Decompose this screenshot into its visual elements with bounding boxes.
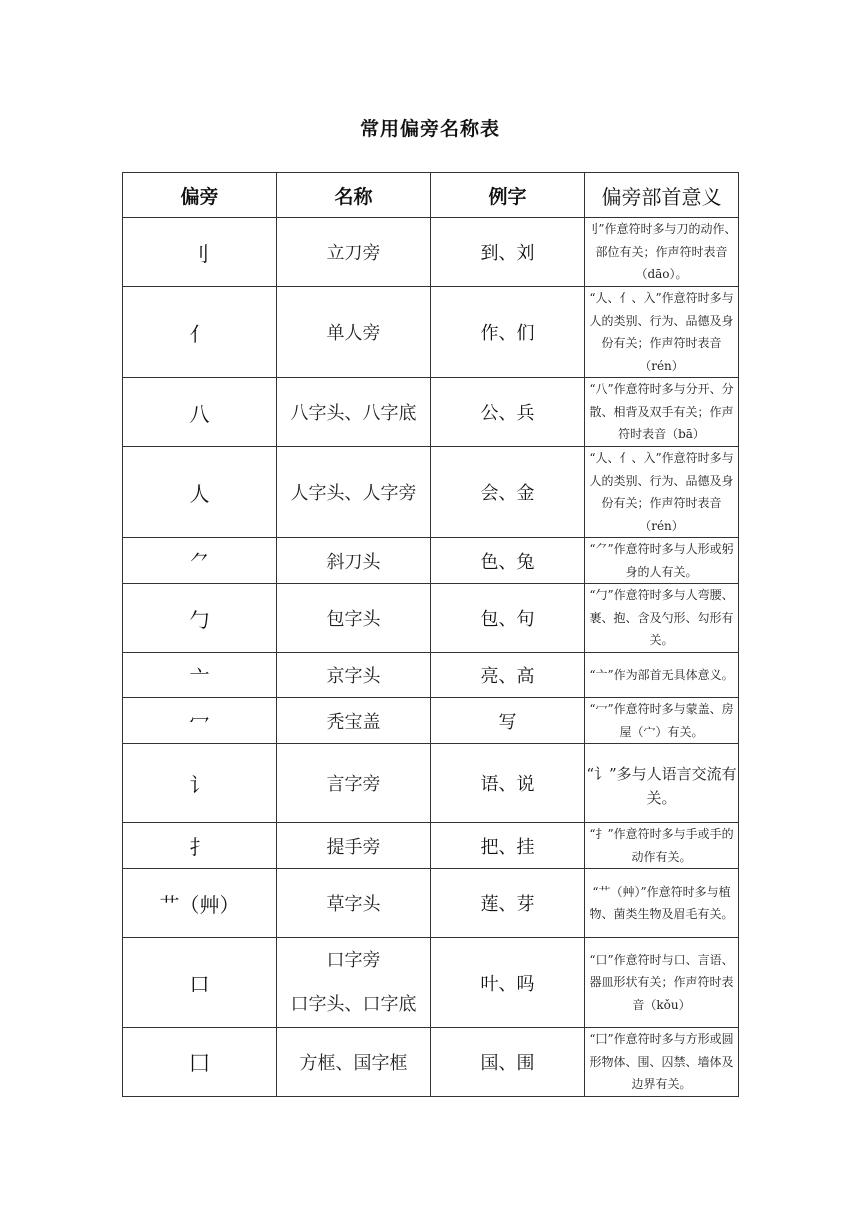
radical-cell: 口: [123, 938, 277, 1028]
header-meaning: 偏旁部首意义: [585, 173, 739, 218]
radical-cell: 扌: [123, 823, 277, 869]
table-row: [123, 538, 739, 584]
name-cell: 秃宝盖: [277, 698, 431, 744]
radical-cell: 勹: [123, 584, 277, 653]
table-row: [123, 823, 739, 869]
example-cell: 亮、高: [431, 653, 585, 698]
meaning-cell: “人、亻、入”作意符时多与人的类别、行为、品德及身份有关；作声符时表音（rén）: [585, 287, 739, 378]
meaning-cell: “⺈”作意符时多与人形或躬身的人有关。: [585, 538, 739, 584]
table-header-row: [123, 173, 739, 218]
header-example: 例字: [431, 173, 585, 218]
table-row: [123, 698, 739, 744]
name-cell: 包字头: [277, 584, 431, 653]
name-cell: 草字头: [277, 869, 431, 938]
name-cell: 人字头、人字旁: [277, 447, 431, 538]
radical-cell: ⺈: [123, 538, 277, 584]
table-row: [123, 447, 739, 538]
meaning-cell: 刂”作意符时多与刀的动作、部位有关；作声符时表音（dāo）。: [585, 218, 739, 287]
radical-cell: 刂: [123, 218, 277, 287]
meaning-cell: “八”作意符时多与分开、分散、相背及双手有关；作声符时表音（bā）: [585, 378, 739, 447]
table-row: [123, 938, 739, 1028]
radical-cell: 讠: [123, 744, 277, 823]
table-row: [123, 744, 739, 823]
radical-cell: 人: [123, 447, 277, 538]
radical-cell: 囗: [123, 1028, 277, 1097]
example-cell: 写: [431, 698, 585, 744]
name-cell: 京字头: [277, 653, 431, 698]
name-cell: 言字旁: [277, 744, 431, 823]
name-cell: 八字头、八字底: [277, 378, 431, 447]
meaning-cell: “冖”作意符时多与蒙盖、房屋（宀）有关。: [585, 698, 739, 744]
name-cell: [277, 938, 431, 1028]
table-row: [123, 378, 739, 447]
name-cell: 立刀旁: [277, 218, 431, 287]
radical-cell: 八: [123, 378, 277, 447]
name-line: 口字头、口字底: [290, 993, 417, 1015]
example-cell: 莲、芽: [431, 869, 585, 938]
header-name: 名称: [277, 173, 431, 218]
example-cell: 作、们: [431, 287, 585, 378]
example-cell: 包、句: [431, 584, 585, 653]
table-row: [123, 218, 739, 287]
meaning-cell: “讠”多与人语言交流有关。: [585, 744, 739, 823]
meaning-cell: “勹”作意符时多与人弯腰、裹、抱、含及勺形、勾形有关。: [585, 584, 739, 653]
example-cell: 国、围: [431, 1028, 585, 1097]
radical-cell: 亻: [123, 287, 277, 378]
table-row: [123, 869, 739, 938]
example-cell: 把、挂: [431, 823, 585, 869]
meaning-cell: “人、亻、入”作意符时多与人的类别、行为、品德及身份有关；作声符时表音（rén）: [585, 447, 739, 538]
header-radical: 偏旁: [123, 173, 277, 218]
name-cell: 方框、国字框: [277, 1028, 431, 1097]
meaning-cell: “亠”作为部首无具体意义。: [585, 653, 739, 698]
example-cell: 色、兔: [431, 538, 585, 584]
name-line: 口字旁: [326, 949, 381, 971]
example-cell: 会、金: [431, 447, 585, 538]
example-cell: 叶、吗: [431, 938, 585, 1028]
page-title: 常用偏旁名称表: [359, 118, 500, 140]
table-row: [123, 1028, 739, 1097]
example-cell: 语、说: [431, 744, 585, 823]
radical-cell: 艹（艸）: [123, 869, 277, 938]
name-cell: 斜刀头: [277, 538, 431, 584]
meaning-cell: “艹（艸）”作意符时多与植物、菌类生物及眉毛有关。: [585, 869, 739, 938]
meaning-cell: “扌”作意符时多与手或手的动作有关。: [585, 823, 739, 869]
radical-table: [122, 172, 739, 1097]
name-cell: 提手旁: [277, 823, 431, 869]
example-cell: 到、刘: [431, 218, 585, 287]
example-cell: 公、兵: [431, 378, 585, 447]
name-cell: 单人旁: [277, 287, 431, 378]
meaning-cell: “囗”作意符时多与方形或圆形物体、围、囚禁、墙体及边界有关。: [585, 1028, 739, 1097]
table-row: [123, 287, 739, 378]
radical-cell: 亠: [123, 653, 277, 698]
meaning-cell: “口”作意符时与口、言语、器皿形状有关；作声符时表音（kǒu）: [585, 938, 739, 1028]
radical-cell: 冖: [123, 698, 277, 744]
table-row: [123, 584, 739, 653]
table-row: [123, 653, 739, 698]
